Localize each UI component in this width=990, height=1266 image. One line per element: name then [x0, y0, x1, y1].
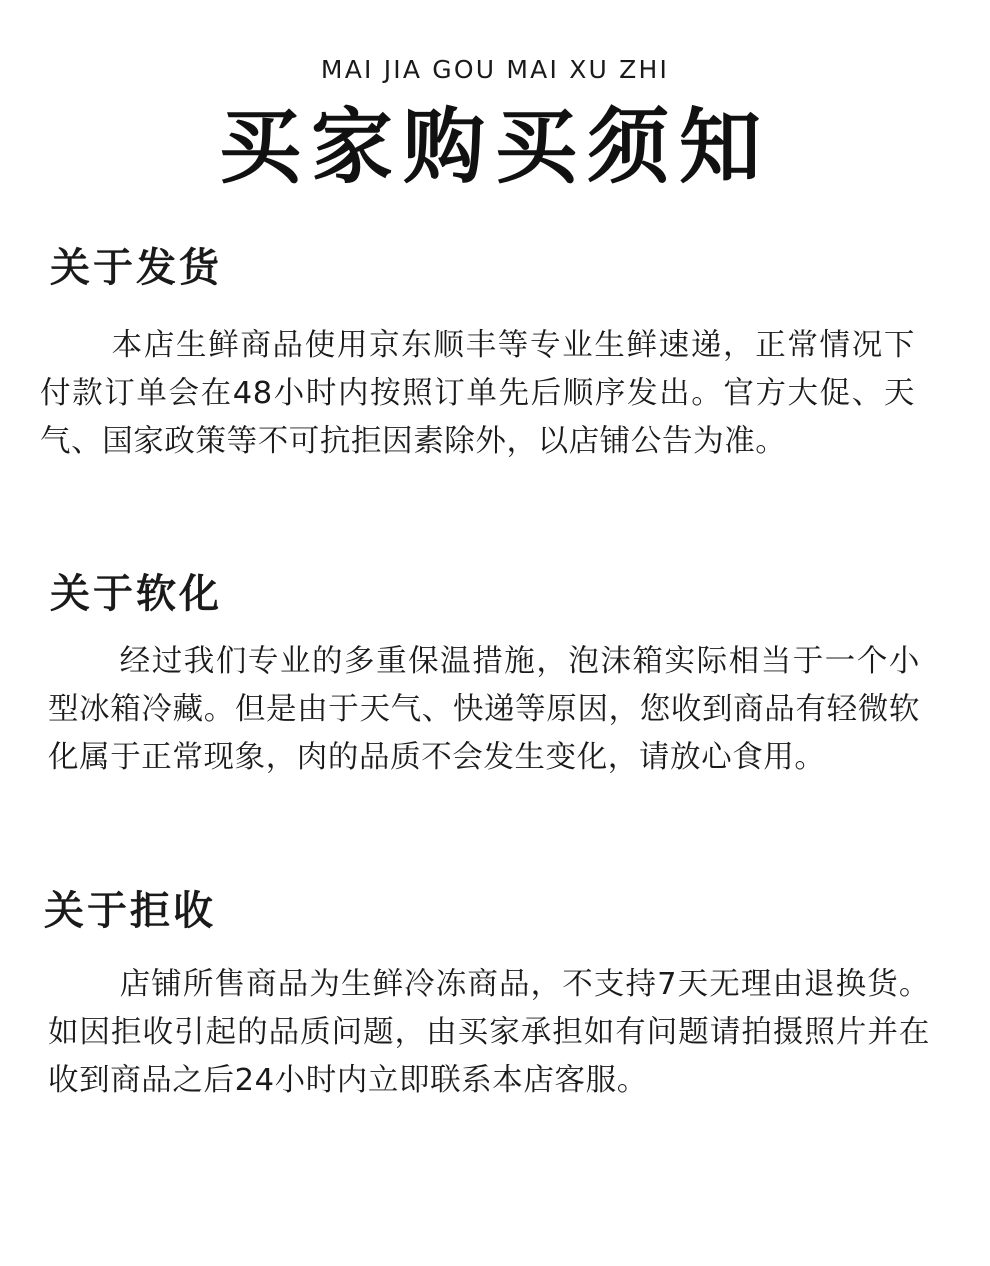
section-body-softening: 经过我们专业的多重保温措施，泡沫箱实际相当于一个小型冰箱冷藏。但是由于天气、快递等原因，您收到商品有轻微软化属于正常现象，肉的品质不会发生变化，请放心食用。 [48, 644, 920, 775]
section-heading-shipping: 关于发货 [50, 245, 222, 291]
page-title: 买家购买须知 [218, 100, 771, 195]
section-body-shipping: 本店生鲜商品使用京东顺丰等专业生鲜速递，正常情况下付款订单会在48小时内按照订单先后顺序发出。官方大促、天气、国家政策等不可抗拒因素除外，以店铺公告为准。 [40, 328, 915, 459]
section-body-refusal: 店铺所售商品为生鲜冷冻商品，不支持7天无理由退换货。如因拒收引起的品质问题，由买家承担如有问题请拍摄照片并在收到商品之后24小时内立即联系本店客服。 [48, 967, 930, 1098]
page-subtitle: MAI JIA GOU MAI XU ZHI [320, 55, 670, 84]
section-heading-refusal: 关于拒收 [44, 888, 216, 934]
section-heading-softening: 关于软化 [50, 571, 222, 617]
